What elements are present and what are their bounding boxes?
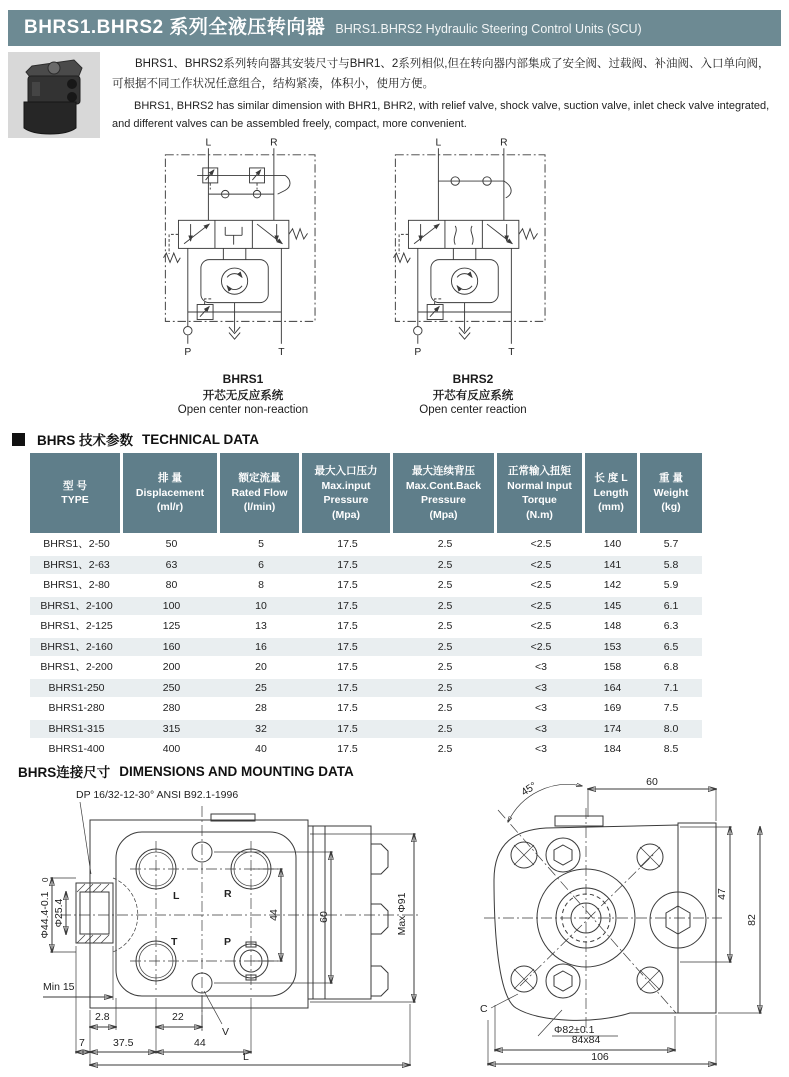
svg-text:L: L [205,138,212,149]
table-cell: 2.5 [437,579,453,591]
table-cell: 400 [162,743,181,755]
table-body [30,535,702,761]
dim-7: 7 [79,1037,85,1049]
diagram-caption-en: Open center non-reaction [177,404,309,416]
svg-text:P: P [414,347,422,359]
max-dia-label: Max Φ91 [396,892,408,936]
table-cell: BHRS1、2-125 [40,620,113,632]
table-cell: <3 [535,681,547,694]
table-cell: 17.5 [337,558,358,571]
table-cell: BHRS1、2-100 [40,599,113,612]
table-row [30,679,702,700]
table-cell: 17.5 [337,620,358,632]
table-cell: 10 [255,599,267,612]
front-view-drawing [478,770,789,1067]
table-cell: 80 [165,579,178,591]
angle-45-label: 45° [519,779,539,799]
technical-data-heading [12,429,259,449]
table-cell: 17.5 [337,661,358,673]
table-cell: 17.5 [337,579,358,591]
table-cell: <3 [535,722,547,735]
diagram-caption-en: Open center reaction [419,404,527,416]
table-cell: 2.5 [437,681,453,694]
table-cell: 17.5 [337,599,358,612]
table-cell: 17.5 [337,538,358,550]
dims-heading-en: DIMENSIONS AND MOUNTING DATA [119,763,354,779]
diagram-bhrs1 [152,138,334,416]
table-cell: 2.5 [437,620,453,632]
dim-106: 106 [591,1051,609,1063]
column-header-6: 长 度 L Length (mm) [585,453,640,533]
port-p-label: P [224,936,232,948]
page-title-en: BHRS1.BHRS2 Hydraulic Steering Control Units (SCU) [335,22,642,36]
table-cell: BHRS1、2-50 [43,538,110,550]
table-row [30,556,702,577]
bhrs2-schematic [382,138,564,370]
svg-text:R: R [500,138,508,149]
table-cell: 184 [603,743,622,755]
diagram-bhrs2 [382,138,564,416]
column-header-0: 型 号 TYPE [30,453,123,533]
table-cell: BHRS1-400 [48,743,105,755]
intro-paragraph-zh: BHRS1、BHRS2系列转向器其安装尺寸与BHR1、2系列相似,但在转向器内部集成了安全阀、过载阀、补油阀、入口单向阀，可根据不同工作状况任意组合，结构紧凑，体积小，使用方便。 [112,58,770,91]
table-cell: 5.9 [663,579,679,591]
table-cell: 5.7 [663,538,679,550]
table-cell: BHRS1、2-80 [43,579,110,591]
table-row [30,638,702,659]
dim-2-8: 2.8 [95,1011,110,1023]
table-header-row [30,453,702,533]
table-cell: <3 [535,743,547,755]
table-cell: 6.8 [663,661,679,673]
table-cell: <3 [535,702,547,714]
table-row [30,617,702,638]
spline-note: DP 16/32-12-30° ANSI B92.1-1996 [76,789,239,801]
table-cell: 6.3 [663,620,679,632]
shaft-dia-label: Φ44.4-0.1 [39,891,51,939]
table-cell: 200 [162,661,181,673]
pilot-dia-label: Φ25.4 [53,898,65,928]
square-84-label: 84x84 [571,1034,601,1046]
table-cell: 2.5 [437,661,453,673]
min-depth-label: Min 15 [43,981,75,993]
table-cell: BHRS1-250 [48,681,105,694]
table-cell: 7.1 [663,681,679,694]
table-cell: <2.5 [530,579,552,591]
table-row [30,597,702,618]
dimensions-heading [18,761,354,781]
table-cell: BHRS1、2-200 [40,661,113,673]
table-row [30,720,702,741]
table-cell: 40 [255,743,267,755]
column-header-4: 最大连续背压 Max.Cont.Back Pressure (Mpa) [393,453,497,533]
table-cell: BHRS1-280 [48,702,105,714]
table-cell: 2.5 [437,640,453,653]
table-cell: BHRS1-315 [48,722,105,735]
column-header-2: 额定流量 Rated Flow (l/min) [220,453,302,533]
table-cell: <2.5 [530,620,552,632]
port-l-label: L [173,890,180,902]
table-cell: 280 [162,702,181,714]
intro-text [112,54,780,137]
table-cell: 6.5 [663,640,679,653]
table-cell: 153 [603,640,622,653]
table-cell: 17.5 [337,702,358,714]
circuit-diagrams [0,138,789,416]
table-row [30,535,702,556]
diagram-caption-zh: 开芯无反应系统 [202,390,284,402]
table-cell: 8.5 [663,743,679,755]
table-cell: 25 [255,681,267,694]
table-cell: 50 [165,538,178,550]
table-cell: 169 [603,702,622,714]
bhrs1-schematic [152,138,334,370]
table-cell: 2.5 [437,558,453,571]
shaft-tol-label: 0 [41,877,50,882]
port-v-label: V [222,1026,230,1038]
svg-text:P: P [184,347,192,359]
table-cell: 17.5 [337,743,358,755]
diagram-caption-zh: 开芯有反应系统 [432,390,514,402]
technical-data-table [30,453,702,761]
svg-text:T: T [508,347,515,359]
column-header-1: 排 量 Displacement (ml/r) [123,453,220,533]
table-cell: <2.5 [530,538,552,550]
table-cell: 5.8 [663,558,679,571]
tech-heading-en: TECHNICAL DATA [142,431,260,447]
dim-44-bottom: 44 [194,1037,206,1049]
dim-60: 60 [646,776,658,788]
table-cell: 6.1 [663,599,679,612]
hydraulic-schematic [382,138,564,370]
table-cell: 17.5 [337,722,358,735]
table-cell: 315 [162,722,181,735]
table-cell: <2.5 [530,558,552,571]
table-row [30,699,702,720]
svg-text:R: R [270,138,278,149]
table-row [30,576,702,597]
table-cell: 32 [255,722,267,735]
table-cell: 13 [255,620,267,632]
table-cell: 8.0 [663,722,679,735]
table-cell: 140 [603,538,622,550]
table-cell: <2.5 [530,599,552,612]
table-cell: 16 [255,640,267,653]
table-cell: 6 [258,558,264,571]
dim-22: 22 [172,1011,184,1023]
table-cell: 125 [162,620,181,632]
dim-37-5: 37.5 [113,1037,134,1049]
table-cell: 148 [603,620,622,632]
table-cell: 63 [165,558,178,571]
column-header-3: 最大入口压力 Max.input Pressure (Mpa) [302,453,393,533]
tech-heading-zh: BHRS 技术参数 [37,433,134,448]
table-cell: 7.5 [663,702,679,714]
table-cell: <3 [535,661,547,673]
table-cell: 141 [603,558,622,571]
table-cell: 164 [603,681,622,694]
table-cell: 174 [603,722,622,735]
diagram-name: BHRS1 [222,372,264,386]
side-view-drawing [38,786,455,1070]
dim-44-vert: 44 [268,909,280,921]
dim-82: 82 [746,914,758,926]
intro-paragraph-en: BHRS1, BHRS2 has similar dimension with BHR1, BHR2, with relief valve, shock valve, suction valve, inlet check valve integrated, and different valves can be assembled freely, compact, more convenient. [112,100,770,130]
column-header-5: 正常输入扭矩 Normal Input Torque (N.m) [497,453,585,533]
table-cell: 2.5 [437,599,453,612]
table-cell: 5 [258,538,264,550]
table-cell: 20 [255,661,267,673]
dims-heading-zh: BHRS连接尺寸 [18,765,111,780]
point-c-label: C [480,1003,488,1015]
table-cell: BHRS1、2-160 [40,640,113,653]
table-cell: <2.5 [530,640,552,653]
diagram-name: BHRS2 [452,372,494,386]
table-cell: 28 [255,702,267,714]
table-cell: BHRS1、2-63 [43,558,110,571]
dim-60-vert: 60 [318,911,330,923]
svg-text:T: T [278,347,285,359]
table-cell: 2.5 [437,702,453,714]
table-cell: 160 [162,640,181,653]
length-l-label: L [243,1051,249,1063]
port-r-label: R [224,888,232,900]
table-cell: 142 [603,579,622,591]
svg-text:L: L [435,138,442,149]
hydraulic-schematic [152,138,334,370]
page-title-zh: BHRS1.BHRS2 系列全液压转向器 [24,17,326,38]
steering-unit-image [8,52,100,138]
dim-47: 47 [716,888,728,900]
bolt-circle-label: Φ82±0.1 [554,1024,595,1036]
column-header-7: 重 量 Weight (kg) [640,453,702,533]
table-cell: 17.5 [337,681,358,694]
table-cell: 17.5 [337,640,358,653]
table-row [30,658,702,679]
product-photo [8,52,100,138]
port-t-label: T [171,936,178,948]
table-cell: 100 [162,599,181,612]
table-cell: 2.5 [437,743,453,755]
table-cell: 158 [603,661,622,673]
table-row [30,740,702,761]
page-header [8,10,781,46]
table-cell: 2.5 [437,722,453,735]
table-cell: 145 [603,599,622,612]
table-cell: 2.5 [437,538,453,550]
table-cell: 8 [258,579,264,591]
table-cell: 250 [162,681,181,694]
bullet-square-icon [12,433,25,446]
